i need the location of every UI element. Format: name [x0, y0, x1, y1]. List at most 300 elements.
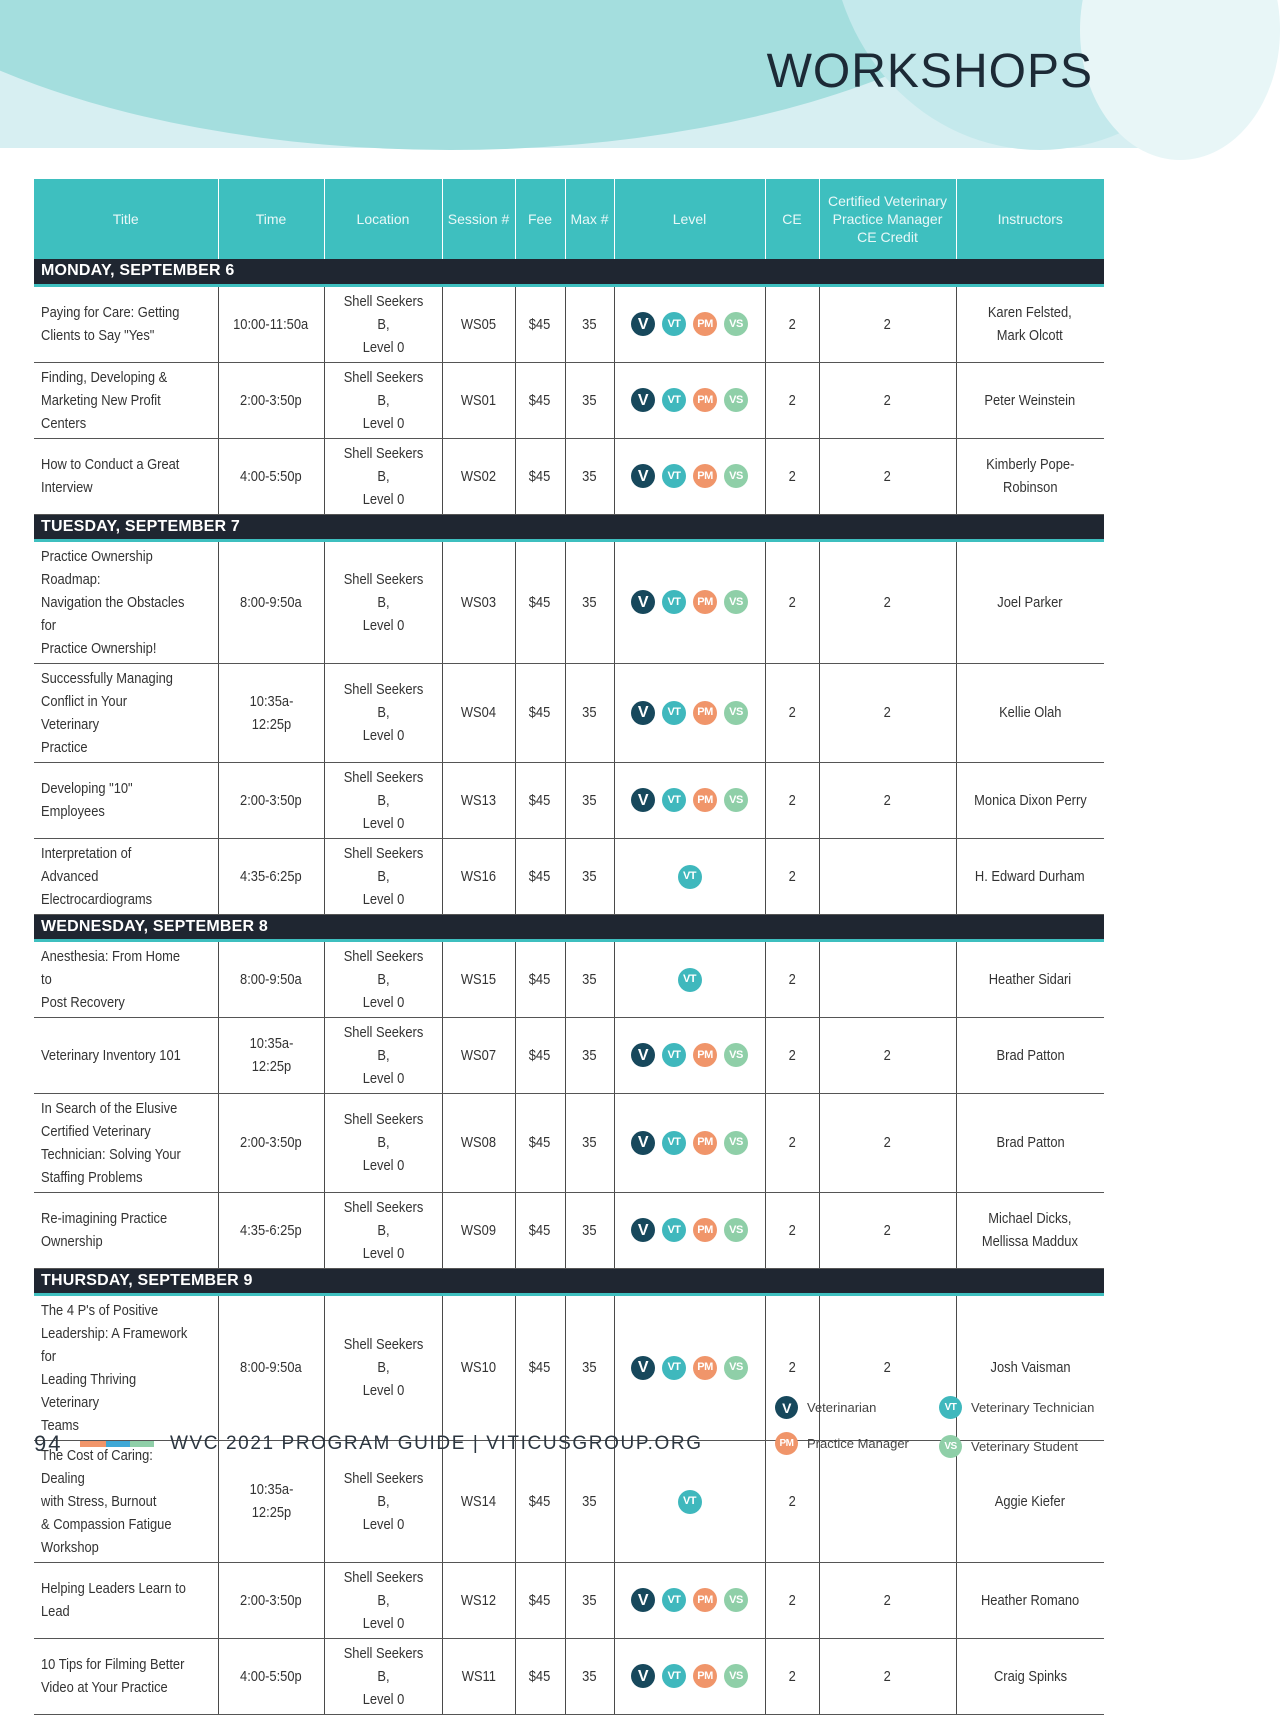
cell-ce — [765, 940, 819, 1017]
cell-location-text: Shell Seekers B, Level 0 — [343, 1111, 423, 1174]
cell-max — [565, 663, 614, 762]
table-row — [34, 1638, 1104, 1714]
table-header-row — [34, 179, 1104, 259]
cell-instructors — [956, 762, 1104, 838]
level-badges — [678, 865, 702, 889]
level-badges — [631, 590, 748, 614]
vet-tech-badge-icon: VT — [662, 1356, 686, 1380]
cell-level — [614, 1017, 765, 1093]
cell-max — [565, 1562, 614, 1638]
cell-time — [218, 1017, 324, 1093]
cell-location — [324, 762, 442, 838]
cell-time-text: 10:35a-12:25p — [249, 1035, 293, 1075]
cell-title — [34, 940, 218, 1017]
cell-level — [614, 1440, 765, 1562]
cell-time — [218, 1192, 324, 1268]
cell-ce-text: 2 — [788, 467, 796, 485]
cell-location-text: Shell Seekers B, Level 0 — [343, 1568, 423, 1632]
cell-fee-text: $45 — [529, 867, 551, 885]
cell-max — [565, 1440, 614, 1562]
cell-instructors-text: Heather Romano — [981, 1591, 1080, 1609]
cell-time-text: 4:35-6:25p — [240, 867, 302, 885]
day-header-row — [34, 1268, 1104, 1294]
practice-manager-badge-icon: PM — [693, 464, 717, 488]
cell-ce-text: 2 — [788, 1591, 796, 1609]
cell-instructors-text: Josh Vaisman — [990, 1359, 1071, 1376]
table-row — [34, 1192, 1104, 1268]
level-badges — [631, 1131, 748, 1155]
cell-time-text: 4:00-5:50p — [240, 1667, 302, 1685]
cell-cvpm-credit — [819, 663, 956, 762]
vet-tech-badge-icon: VT — [662, 464, 686, 488]
footer-bar-segment — [130, 1441, 154, 1447]
cell-ce-text: 2 — [788, 704, 796, 721]
practice-manager-badge-icon: PM — [693, 1664, 717, 1688]
vet-student-badge-icon: VS — [724, 590, 748, 614]
cell-fee — [515, 438, 565, 514]
level-badges — [631, 1356, 748, 1380]
cell-session-text: WS02 — [460, 467, 497, 485]
cell-location — [324, 1017, 442, 1093]
cell-session — [442, 1294, 515, 1440]
legend-label: Practice Manager — [807, 1436, 909, 1451]
level-badges — [631, 1588, 748, 1612]
practice-manager-badge-icon: PM — [693, 788, 717, 812]
cell-cvpm-credit-text: 2 — [883, 467, 892, 485]
cell-location-text: Shell Seekers B, Level 0 — [343, 1198, 423, 1262]
cell-fee — [515, 1440, 565, 1562]
cell-location — [324, 1440, 442, 1562]
cell-session — [442, 362, 515, 438]
cell-level — [614, 362, 765, 438]
cell-title-text: Finding, Developing & Marketing New Profit Centers — [41, 368, 168, 432]
cell-location-text: Shell Seekers B, Level 0 — [343, 368, 423, 432]
cell-max — [565, 762, 614, 838]
cell-fee — [515, 540, 565, 663]
cell-level — [614, 438, 765, 514]
practice-manager-badge-icon: PM — [693, 1218, 717, 1242]
cell-title-text: In Search of the Elusive Certified Veterinary Technician: Solving Your Staffing Problems — [41, 1099, 181, 1186]
cell-instructors — [956, 940, 1104, 1017]
vet-tech-badge-icon: VT — [662, 1218, 686, 1242]
practice-manager-badge-icon: PM — [693, 1588, 717, 1612]
cell-location — [324, 1638, 442, 1714]
cell-ce — [765, 540, 819, 663]
cell-max-text: 35 — [582, 970, 597, 988]
level-legend — [775, 1394, 1135, 1466]
cell-ce-text: 2 — [788, 1667, 796, 1685]
vet-tech-badge-icon: VT — [662, 388, 686, 412]
cell-fee-text: $45 — [529, 593, 551, 611]
cell-max — [565, 362, 614, 438]
cell-cvpm-credit-text: 2 — [883, 1221, 892, 1239]
cell-cvpm-credit — [819, 838, 956, 914]
cell-ce-text: 2 — [788, 1492, 796, 1510]
vet-tech-badge-icon: VT — [939, 1396, 962, 1419]
day-header-row — [34, 914, 1104, 940]
level-badges — [678, 968, 702, 992]
cell-cvpm-credit — [819, 1017, 956, 1093]
cell-max-text: 35 — [582, 315, 597, 333]
cell-location-text: Shell Seekers B, Level 0 — [343, 444, 423, 508]
cell-ce — [765, 1562, 819, 1638]
cell-fee-text: $45 — [529, 391, 551, 409]
cell-time — [218, 285, 324, 362]
cell-time-text: 2:00-3:50p — [240, 1134, 302, 1151]
vet-tech-badge-icon: VT — [662, 1043, 686, 1067]
day-label: TUESDAY, SEPTEMBER 7 — [34, 514, 1104, 540]
cell-level — [614, 762, 765, 838]
day-label: WEDNESDAY, SEPTEMBER 8 — [34, 914, 1104, 940]
cell-location — [324, 663, 442, 762]
footer-bar-segment — [106, 1441, 130, 1447]
cell-instructors-text: Peter Weinstein — [984, 391, 1076, 409]
cell-instructors-text: Aggie Kiefer — [995, 1492, 1066, 1510]
vet-tech-badge-icon: VT — [678, 1490, 702, 1514]
cell-ce — [765, 663, 819, 762]
cell-time-text: 4:35-6:25p — [240, 1221, 302, 1239]
practice-manager-badge-icon: PM — [693, 701, 717, 725]
footer-color-bar — [80, 1441, 154, 1447]
cell-ce-text: 2 — [788, 791, 796, 809]
cell-fee-text: $45 — [529, 467, 551, 485]
cell-fee-text: $45 — [529, 315, 551, 333]
cell-cvpm-credit-text: 2 — [883, 704, 892, 721]
cell-session-text: WS15 — [460, 970, 497, 988]
footer-text: WVC 2021 PROGRAM GUIDE | VITICUSGROUP.ORG — [170, 1433, 703, 1454]
cell-instructors-text: Karen Felsted, Mark Olcott — [988, 304, 1073, 344]
cell-ce-text: 2 — [788, 1221, 796, 1239]
cell-location — [324, 940, 442, 1017]
vet-student-badge-icon: VS — [939, 1435, 962, 1458]
cell-cvpm-credit — [819, 362, 956, 438]
cell-fee — [515, 1017, 565, 1093]
veterinarian-badge-icon: V — [631, 312, 655, 336]
cell-title — [34, 762, 218, 838]
cell-location — [324, 1093, 442, 1192]
cell-title-text: Helping Leaders Learn to Lead — [41, 1580, 186, 1620]
cell-location-text: Shell Seekers B, Level 0 — [343, 1469, 423, 1533]
cell-level — [614, 1562, 765, 1638]
vet-student-badge-icon: VS — [724, 788, 748, 812]
cell-level — [614, 838, 765, 914]
page-footer — [34, 1430, 703, 1458]
cell-location — [324, 1192, 442, 1268]
header-fee: Fee — [515, 179, 565, 259]
cell-ce — [765, 362, 819, 438]
cell-cvpm-credit — [819, 1562, 956, 1638]
cell-session — [442, 762, 515, 838]
cell-session — [442, 940, 515, 1017]
cell-location-text: Shell Seekers B, Level 0 — [343, 1023, 423, 1087]
cell-title-text: Successfully Managing Conflict in Your Veterinary Practice — [41, 669, 173, 756]
legend-veterinarian — [775, 1396, 876, 1419]
cell-time-text: 8:00-9:50a — [240, 970, 302, 988]
cell-session-text: WS05 — [460, 315, 497, 333]
cell-max-text: 35 — [582, 467, 597, 485]
cell-instructors — [956, 1562, 1104, 1638]
cell-title — [34, 663, 218, 762]
cell-title — [34, 540, 218, 663]
cell-time-text: 10:00-11:50a — [233, 315, 309, 333]
cell-title — [34, 1093, 218, 1192]
vet-student-badge-icon: VS — [724, 388, 748, 412]
cell-time-text: 2:00-3:50p — [240, 791, 302, 809]
vet-tech-badge-icon: VT — [662, 701, 686, 725]
veterinarian-badge-icon: V — [631, 388, 655, 412]
cell-session-text: WS14 — [460, 1492, 497, 1510]
cell-level — [614, 1638, 765, 1714]
cell-title — [34, 1562, 218, 1638]
cell-max — [565, 438, 614, 514]
day-header-row — [34, 259, 1104, 285]
level-badges — [631, 1043, 748, 1067]
cell-fee-text: $45 — [529, 704, 551, 721]
cell-session — [442, 285, 515, 362]
header-time: Time — [218, 179, 324, 259]
veterinarian-badge-icon: V — [631, 464, 655, 488]
cell-cvpm-credit-text: 2 — [883, 1667, 892, 1685]
cell-title-text: Anesthesia: From Home to Post Recovery — [41, 947, 181, 1011]
cell-time-text: 4:00-5:50p — [240, 467, 302, 485]
cell-location-text: Shell Seekers B, Level 0 — [343, 947, 423, 1011]
header-cvpm-credit: Certified Veterinary Practice Manager CE Credit — [819, 179, 956, 259]
cell-instructors-text: Kellie Olah — [999, 704, 1062, 721]
cell-time — [218, 663, 324, 762]
vet-student-badge-icon: VS — [724, 464, 748, 488]
cell-time-text: 2:00-3:50p — [240, 1591, 302, 1609]
vet-tech-badge-icon: VT — [662, 1588, 686, 1612]
cell-instructors — [956, 838, 1104, 914]
cell-fee — [515, 1093, 565, 1192]
page-number: 94 — [34, 1431, 63, 1456]
cell-fee — [515, 838, 565, 914]
vet-student-badge-icon: VS — [724, 1218, 748, 1242]
cell-session — [442, 1093, 515, 1192]
cell-title — [34, 285, 218, 362]
cell-session-text: WS10 — [460, 1359, 497, 1376]
cell-session — [442, 438, 515, 514]
cell-title — [34, 1192, 218, 1268]
cell-fee-text: $45 — [529, 1492, 551, 1510]
level-badges — [631, 1218, 748, 1242]
cell-location-text: Shell Seekers B, Level 0 — [343, 844, 423, 908]
cell-instructors-text: Craig Spinks — [993, 1667, 1067, 1685]
cell-max-text: 35 — [582, 1134, 597, 1151]
cell-instructors-text: H. Edward Durham — [975, 867, 1086, 885]
cell-cvpm-credit-text: 2 — [883, 1359, 892, 1376]
cell-max-text: 35 — [582, 593, 597, 611]
cell-session — [442, 1017, 515, 1093]
cell-session — [442, 838, 515, 914]
legend-practice-manager — [775, 1432, 909, 1455]
cell-cvpm-credit-text: 2 — [883, 315, 892, 333]
workshops-table — [34, 179, 1104, 1715]
vet-tech-badge-icon: VT — [662, 1131, 686, 1155]
cell-cvpm-credit — [819, 1192, 956, 1268]
legend-label: Veterinarian — [807, 1400, 877, 1415]
cell-max — [565, 1294, 614, 1440]
table-row — [34, 285, 1104, 362]
vet-tech-badge-icon: VT — [678, 968, 702, 992]
cell-location — [324, 838, 442, 914]
cell-instructors-text: Joel Parker — [997, 593, 1063, 611]
cell-fee-text: $45 — [529, 1359, 551, 1376]
cell-max — [565, 838, 614, 914]
cell-location — [324, 362, 442, 438]
cell-fee — [515, 362, 565, 438]
practice-manager-badge-icon: PM — [693, 388, 717, 412]
table-row — [34, 663, 1104, 762]
cell-instructors — [956, 1093, 1104, 1192]
cell-ce — [765, 1638, 819, 1714]
cell-cvpm-credit — [819, 762, 956, 838]
level-badges — [631, 464, 748, 488]
cell-ce-text: 2 — [788, 315, 796, 333]
practice-manager-badge-icon: PM — [693, 590, 717, 614]
veterinarian-badge-icon: V — [631, 1131, 655, 1155]
cell-cvpm-credit-text: 2 — [883, 1046, 892, 1064]
vet-tech-badge-icon: VT — [662, 1664, 686, 1688]
cell-ce — [765, 1093, 819, 1192]
level-badges — [631, 388, 748, 412]
cell-ce-text: 2 — [788, 1134, 796, 1151]
cell-max-text: 35 — [582, 391, 597, 409]
cell-max-text: 35 — [582, 1359, 597, 1376]
cell-time — [218, 540, 324, 663]
cell-max-text: 35 — [582, 1046, 597, 1064]
table-row — [34, 1017, 1104, 1093]
cell-fee — [515, 1638, 565, 1714]
cell-instructors — [956, 1017, 1104, 1093]
cell-session-text: WS07 — [460, 1046, 497, 1064]
table-row — [34, 1093, 1104, 1192]
cell-session-text: WS09 — [460, 1221, 497, 1239]
cell-instructors-text: Brad Patton — [996, 1046, 1065, 1064]
legend-label: Veterinary Technician — [971, 1400, 1095, 1415]
practice-manager-badge-icon: PM — [693, 1356, 717, 1380]
veterinarian-badge-icon: V — [775, 1396, 798, 1419]
cell-title — [34, 438, 218, 514]
cell-instructors-text: Michael Dicks, Mellissa Maddux — [982, 1210, 1079, 1250]
cell-session-text: WS04 — [460, 704, 497, 721]
cell-max-text: 35 — [582, 1667, 597, 1685]
cell-time — [218, 1562, 324, 1638]
level-badges — [678, 1490, 702, 1514]
cell-instructors — [956, 1192, 1104, 1268]
cell-ce — [765, 285, 819, 362]
cell-location-text: Shell Seekers B, Level 0 — [343, 1644, 423, 1708]
cell-ce — [765, 762, 819, 838]
cell-location — [324, 1294, 442, 1440]
cell-fee — [515, 663, 565, 762]
cell-session-text: WS08 — [460, 1134, 497, 1151]
cell-ce-text: 2 — [788, 1359, 796, 1376]
cell-instructors — [956, 285, 1104, 362]
header-level: Level — [614, 179, 765, 259]
table-row — [34, 940, 1104, 1017]
cell-instructors — [956, 540, 1104, 663]
cell-fee — [515, 940, 565, 1017]
legend-vet-student — [939, 1435, 1078, 1458]
cell-title-text: Developing "10" Employees — [41, 780, 133, 820]
cell-ce-text: 2 — [788, 391, 796, 409]
table-row — [34, 762, 1104, 838]
cell-fee-text: $45 — [529, 1134, 551, 1151]
cell-max — [565, 540, 614, 663]
cell-fee-text: $45 — [529, 1221, 551, 1239]
vet-student-badge-icon: VS — [724, 1588, 748, 1612]
cell-cvpm-credit — [819, 438, 956, 514]
veterinarian-badge-icon: V — [631, 590, 655, 614]
cell-instructors — [956, 663, 1104, 762]
cell-instructors-text: Monica Dixon Perry — [973, 791, 1087, 809]
veterinarian-badge-icon: V — [631, 1588, 655, 1612]
cell-time — [218, 1638, 324, 1714]
cell-title-text: Paying for Care: Getting Clients to Say "Yes" — [41, 304, 180, 344]
cell-level — [614, 663, 765, 762]
level-badges — [631, 701, 748, 725]
cell-ce — [765, 1017, 819, 1093]
cell-fee — [515, 1192, 565, 1268]
level-badges — [631, 788, 748, 812]
cell-fee-text: $45 — [529, 1667, 551, 1685]
cell-cvpm-credit-text: 2 — [883, 1591, 892, 1609]
cell-time-text: 2:00-3:50p — [240, 391, 302, 409]
cell-location — [324, 540, 442, 663]
cell-title-text: Veterinary Inventory 101 — [41, 1046, 181, 1064]
cell-title — [34, 1440, 218, 1562]
cell-title-text: 10 Tips for Filming Better Video at Your Practice — [41, 1656, 185, 1696]
cell-title — [34, 838, 218, 914]
day-label: THURSDAY, SEPTEMBER 9 — [34, 1268, 1104, 1294]
cell-title — [34, 1638, 218, 1714]
cell-title — [34, 1294, 218, 1440]
cell-ce-text: 2 — [788, 970, 796, 988]
cell-time — [218, 438, 324, 514]
cell-fee — [515, 285, 565, 362]
cell-instructors — [956, 362, 1104, 438]
cell-instructors-text: Kimberly Pope- Robinson — [986, 456, 1075, 496]
cell-ce — [765, 1192, 819, 1268]
cell-time-text: 8:00-9:50a — [240, 1359, 302, 1376]
cell-location-text: Shell Seekers B, Level 0 — [343, 1336, 423, 1399]
cell-title-text: Re-imagining Practice Ownership — [41, 1210, 168, 1250]
practice-manager-badge-icon: PM — [693, 1043, 717, 1067]
cell-session-text: WS16 — [460, 867, 497, 885]
cell-session — [442, 1562, 515, 1638]
cell-title-text: The 4 P's of Positive Leadership: A Framework for Leading Thriving Veterinary Teams — [41, 1301, 188, 1434]
practice-manager-badge-icon: PM — [775, 1432, 798, 1455]
cell-location — [324, 438, 442, 514]
cell-session — [442, 1192, 515, 1268]
cell-fee — [515, 762, 565, 838]
cell-session-text: WS03 — [460, 593, 497, 611]
cell-time — [218, 762, 324, 838]
vet-student-badge-icon: VS — [724, 1664, 748, 1688]
page-title: WORKSHOPS — [766, 45, 1093, 98]
cell-cvpm-credit — [819, 540, 956, 663]
level-badges — [631, 312, 748, 336]
cell-cvpm-credit — [819, 1638, 956, 1714]
legend-label: Veterinary Student — [971, 1439, 1078, 1454]
cell-location-text: Shell Seekers B, Level 0 — [343, 292, 423, 356]
cell-session-text: WS01 — [460, 391, 497, 409]
cell-cvpm-credit — [819, 940, 956, 1017]
cell-time — [218, 940, 324, 1017]
cell-instructors-text: Heather Sidari — [989, 970, 1072, 988]
header-location: Location — [324, 179, 442, 259]
